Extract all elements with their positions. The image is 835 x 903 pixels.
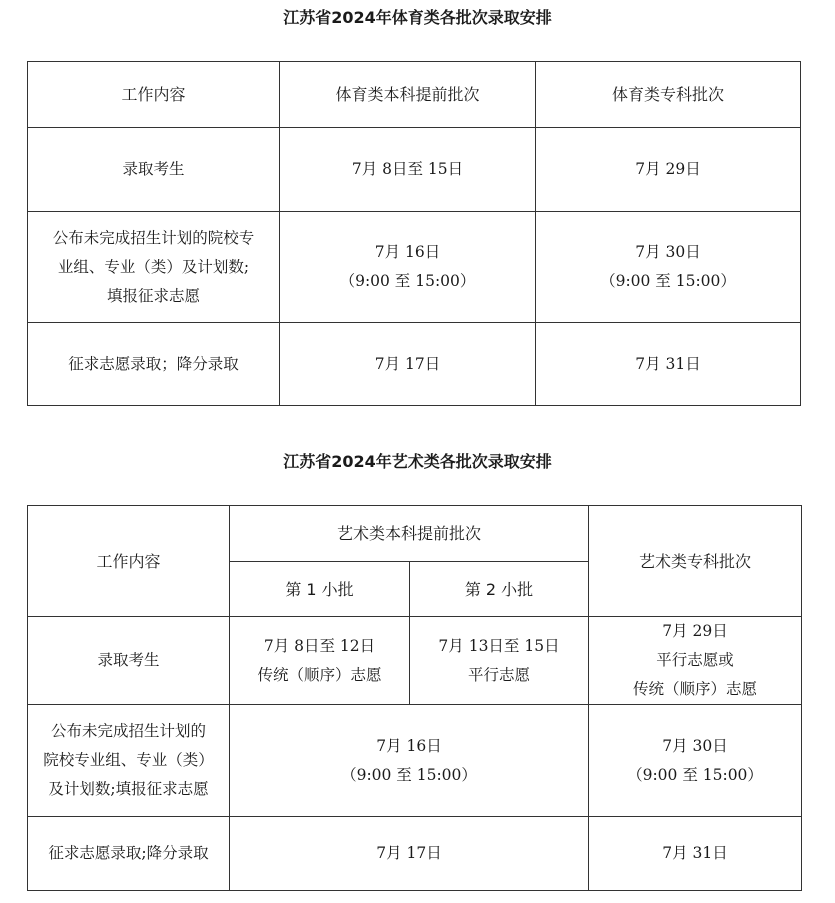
cell-text: （9:00 至 15:00） [341,765,477,784]
cell-college [536,212,801,323]
cell-text: 7月 30日 [635,243,701,261]
cell-sub-batch-1 [230,617,410,705]
table-row [28,705,802,817]
header-sports-bachelor-early: 体育类本科提前批次 [280,62,536,128]
table-row [28,323,801,406]
sports-table-title: 江苏省2024年体育类各批次录取安排 [283,8,552,27]
arts-admission-table [27,505,802,891]
cell-college [536,323,801,406]
cell-text: 业组、专业（类）及计划数; [57,257,250,276]
table-header-row [28,62,801,128]
cell-text: 录取考生 [122,160,185,178]
cell-work [28,212,280,323]
cell-text: 7月 31日 [635,354,701,373]
cell-text: 院校专业组、专业（类） [43,751,214,769]
cell-text: 7月 17日 [374,354,441,373]
table-row [28,212,801,323]
cell-text: 7月 8日至 15日 [351,160,464,178]
cell-college [589,705,802,817]
cell-text: 公布未完成招生计划的院校专 [52,228,255,247]
sports-admission-table [27,61,801,406]
cell-text: 7月 29日 [662,622,728,640]
cell-text: 征求志愿录取；降分录取 [68,354,239,373]
cell-text: 7月 30日 [662,736,728,755]
header-arts-bachelor-early: 艺术类本科提前批次 [230,506,589,562]
cell-sub-batch-2 [410,617,589,705]
cell-text: （9:00 至 15:00） [627,765,763,784]
cell-work: 录取考生 [28,617,230,705]
header-sub-batch-1: 第 1 小批 [230,562,410,617]
cell-text: 公布未完成招生计划的 [50,722,206,740]
cell-work [28,128,280,212]
table-row [28,617,802,705]
header-arts-college: 艺术类专科批次 [589,506,802,617]
cell-text: （9:00 至 15:00） [339,272,476,290]
cell-bachelor [230,705,589,817]
table-row [28,128,801,212]
cell-work: 征求志愿录取;降分录取 [28,817,230,891]
cell-work [28,705,230,817]
cell-bachelor [280,323,536,406]
cell-text: 7月 8日至 12日 [263,636,376,655]
cell-text: 传统（顺序）志愿 [257,665,382,684]
arts-table-title: 江苏省2024年艺术类各批次录取安排 [283,452,552,471]
cell-bachelor [280,128,536,212]
cell-text: 7月 16日 [376,736,442,755]
cell-work [28,323,280,406]
table-header-row [28,506,802,562]
cell-text: 及计划数;填报征求志愿 [48,780,209,798]
header-sub-batch-2: 第 2 小批 [410,562,589,617]
cell-text: 填报征求志愿 [106,286,200,305]
table-row [28,817,802,891]
cell-college: 7月 31日 [589,817,802,891]
cell-college [536,128,801,212]
cell-text: 传统（顺序）志愿 [633,680,758,698]
cell-text: 7月 16日 [374,243,441,261]
cell-college [589,617,802,705]
cell-bachelor [280,212,536,323]
cell-text: 平行志愿 [468,665,531,684]
cell-text: 7月 29日 [635,160,701,178]
header-work-content: 工作内容 [28,506,230,617]
cell-text: 平行志愿或 [656,651,734,669]
header-sports-college: 体育类专科批次 [536,62,801,128]
header-work-content: 工作内容 [28,62,280,128]
cell-text: （9:00 至 15:00） [600,272,736,290]
cell-bachelor: 7月 17日 [230,817,589,891]
cell-text: 7月 13日至 15日 [438,636,560,655]
